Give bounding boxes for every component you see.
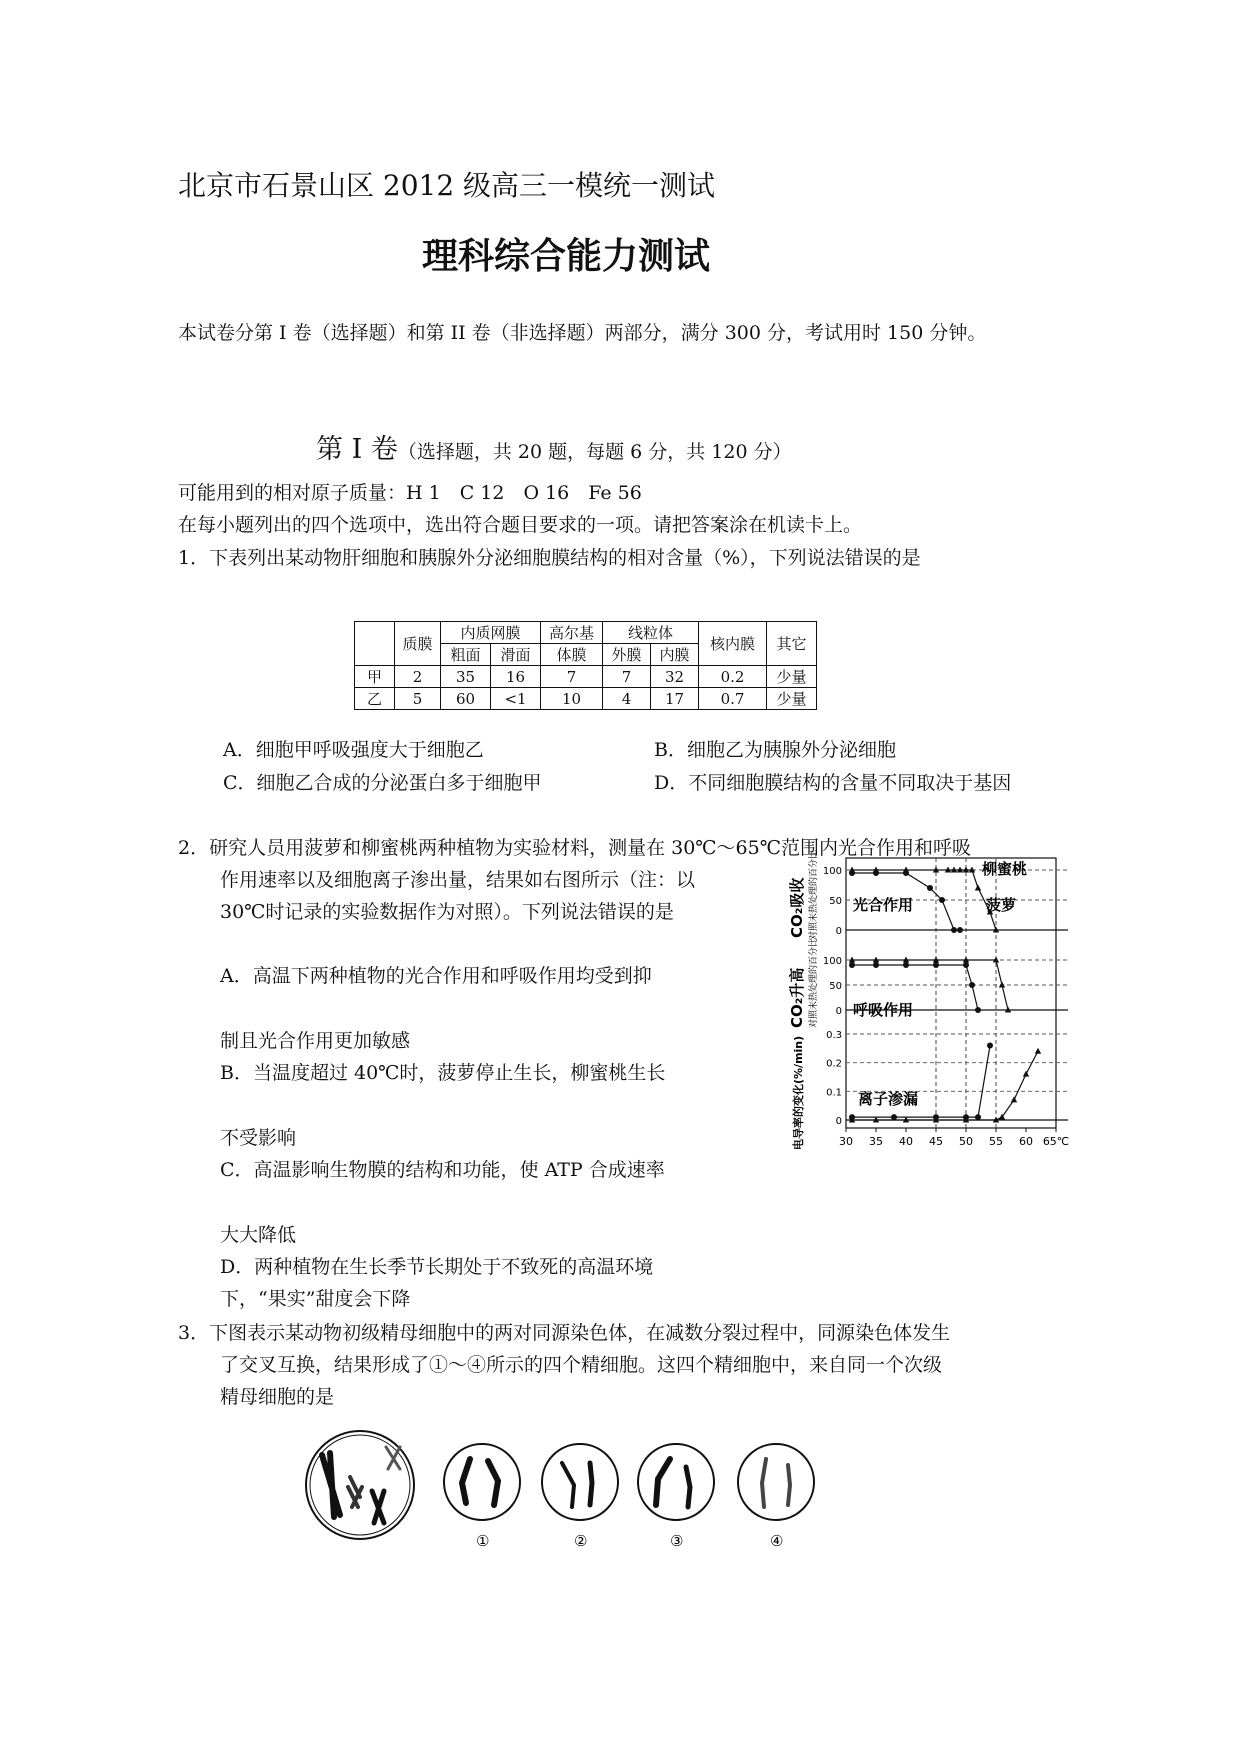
table-cell: 16 [491, 666, 541, 688]
ylabel-ion-leakage: 电导率的变化(%/min) [792, 1035, 805, 1150]
data-point-菠萝 [975, 1114, 981, 1120]
q2-option-b-line2: 不受影响 [220, 1127, 297, 1149]
data-point-菠萝 [891, 1114, 897, 1120]
table-cell: 0.2 [699, 666, 767, 688]
ylabel-respiration: CO₂升高 [788, 967, 806, 1028]
cell-label-3: ③ [670, 1532, 684, 1550]
panel-label-ion-leakage: 离子渗漏 [858, 1090, 919, 1108]
data-point-柳蜜桃 [1035, 1048, 1041, 1054]
table-cell: 10 [541, 688, 603, 710]
q1-stem: 1．下表列出某动物肝细胞和胰腺外分泌细胞膜结构的相对含量（%），下列说法错误的是 [178, 547, 921, 569]
y-tick-label: 50 [829, 981, 842, 992]
table-subheader: 滑面 [491, 644, 541, 666]
table-header: 质膜 [395, 622, 441, 666]
data-point-柳蜜桃 [1023, 1071, 1029, 1077]
section-heading [316, 427, 792, 466]
table-cell: 35 [441, 666, 491, 688]
table-subheader: 内膜 [651, 644, 699, 666]
q3-stem-line3: 精母细胞的是 [220, 1386, 335, 1408]
exam-subtitle: 北京市石景山区 2012 级高三一模统一测试 [178, 169, 716, 202]
q3-stem-line1: 3．下图表示某动物初级精母细胞中的两对同源染色体，在减数分裂过程中，同源染色体发生 [178, 1322, 951, 1344]
x-tick-label: 50 [959, 1135, 973, 1148]
table-subheader: 外膜 [603, 644, 651, 666]
table-cell: 4 [603, 688, 651, 710]
data-point-菠萝 [903, 962, 909, 968]
cell-label-1: ① [476, 1532, 490, 1550]
y-tick-label: 0 [835, 926, 842, 937]
sperm-cell-2 [542, 1444, 618, 1520]
table-cell: 7 [603, 666, 651, 688]
table-row [355, 666, 817, 688]
table-cell: 32 [651, 666, 699, 688]
table-cell: 少量 [767, 688, 817, 710]
table-cell: 2 [395, 666, 441, 688]
data-point-柳蜜桃 [1011, 1096, 1017, 1102]
q1-option-c: C．细胞乙合成的分泌蛋白多于细胞甲 [223, 772, 542, 794]
section-head: 第 I 卷 [316, 434, 398, 465]
atomic-mass-line: 可能用到的相对原子质量：H 1 C 12 O 16 Fe 56 [178, 482, 642, 504]
q1-option-d: D．不同细胞膜结构的含量不同取决于基因 [654, 772, 1012, 794]
y-tick-label: 0 [835, 1006, 842, 1017]
ylabel-respiration-sub: 对照未热处理的百分比 [809, 937, 819, 1028]
ylabel-photosynthesis: CO₂吸收 [788, 877, 806, 938]
data-point-菠萝 [927, 885, 933, 891]
table-cell: 17 [651, 688, 699, 710]
table-header: 高尔基 [541, 622, 603, 644]
table-header: 内质网膜 [441, 622, 541, 644]
table-cell: <1 [491, 688, 541, 710]
y-tick-label: 0 [835, 1116, 842, 1127]
membrane-table [354, 621, 817, 710]
q2-option-d-line2: 下，“果实”甜度会下降 [220, 1288, 411, 1310]
table-header: 核内膜 [699, 622, 767, 666]
table-cell: 7 [541, 666, 603, 688]
panel-label-respiration: 呼吸作用 [853, 1001, 914, 1019]
y-tick-label: 50 [829, 896, 842, 907]
cell-label-2: ② [574, 1532, 588, 1550]
data-point-菠萝 [969, 982, 975, 988]
data-point-菠萝 [849, 962, 855, 968]
data-point-菠萝 [987, 1042, 993, 1048]
y-tick-label: 0.3 [826, 1030, 842, 1041]
y-tick-label: 100 [822, 956, 842, 967]
table-cell: 少量 [767, 666, 817, 688]
q2-stem-line2: 作用速率以及细胞离子渗出量，结果如右图所示（注：以 [220, 869, 696, 891]
x-tick-label: 35 [869, 1135, 883, 1148]
panel-label-photosynthesis: 光合作用 [853, 896, 914, 914]
x-tick-label: 40 [899, 1135, 913, 1148]
data-point-菠萝 [873, 962, 879, 968]
q2-option-a-line2: 制且光合作用更加敏感 [220, 1030, 411, 1052]
x-tick-label: 65℃ [1042, 1135, 1070, 1148]
x-tick-label: 60 [1019, 1135, 1033, 1148]
q1-option-b: B．细胞乙为胰腺外分泌细胞 [654, 739, 896, 761]
ylabel-photosynthesis-sub: 对照未热处理的百分比 [809, 849, 819, 940]
exam-intro: 本试卷分第 I 卷（选择题）和第 II 卷（非选择题）两部分，满分 300 分，考试用时 150 分钟。 [178, 322, 987, 344]
data-point-菠萝 [975, 1007, 981, 1013]
table-row [355, 688, 817, 710]
meiosis-figure [300, 1425, 880, 1555]
y-tick-label: 100 [822, 866, 842, 877]
q1-option-a: A．细胞甲呼吸强度大于细胞乙 [223, 739, 484, 761]
q2-option-b-line1: B．当温度超过 40℃时，菠萝停止生长，柳蜜桃生长 [220, 1062, 666, 1084]
temperature-chart [790, 850, 1070, 1172]
table-header: 其它 [767, 622, 817, 666]
table-subheader: 体膜 [541, 644, 603, 666]
row-label: 乙 [355, 688, 395, 710]
data-point-柳蜜桃 [999, 982, 1005, 988]
sperm-cell-1 [444, 1444, 520, 1520]
cell-label-4: ④ [770, 1532, 784, 1550]
table-corner [355, 622, 395, 666]
table-cell: 60 [441, 688, 491, 710]
primary-spermatocyte-cell [306, 1431, 414, 1539]
q2-stem-line1: 2．研究人员用菠萝和柳蜜桃两种植物为实验材料，测量在 30℃～65℃范围内光合作用和呼吸 [178, 837, 971, 859]
data-point-菠萝 [957, 927, 963, 933]
q2-option-a-line1: A．高温下两种植物的光合作用和呼吸作用均受到抑 [220, 965, 652, 987]
table-cell: 5 [395, 688, 441, 710]
legend-peach: 柳蜜桃 [982, 860, 1028, 878]
legend-pineapple: 菠萝 [986, 896, 1017, 914]
sperm-cell-4 [738, 1444, 814, 1520]
data-point-菠萝 [963, 962, 969, 968]
x-tick-label: 30 [839, 1135, 853, 1148]
data-point-菠萝 [951, 927, 957, 933]
sperm-cell-3 [638, 1444, 714, 1520]
table-header: 线粒体 [603, 622, 699, 644]
q2-option-c-line1: C．高温影响生物膜的结构和功能，使 ATP 合成速率 [220, 1159, 665, 1181]
series-line-柳蜜桃 [852, 1051, 1038, 1120]
section-detail: （选择题，共 20 题，每题 6 分，共 120 分） [397, 441, 792, 463]
instruction-line: 在每小题列出的四个选项中，选出符合题目要求的一项。请把答案涂在机读卡上。 [178, 514, 863, 536]
q3-stem-line2: 了交叉互换，结果形成了①～④所示的四个精细胞。这四个精细胞中，来自同一个次级 [220, 1354, 943, 1376]
data-point-菠萝 [939, 897, 945, 903]
table-cell: 0.7 [699, 688, 767, 710]
q2-option-d-line1: D．两种植物在生长季节长期处于不致死的高温环境 [220, 1256, 654, 1278]
y-tick-label: 0.1 [826, 1087, 842, 1099]
data-point-菠萝 [933, 962, 939, 968]
page-title: 理科综合能力测试 [422, 235, 711, 277]
x-tick-label: 45 [929, 1135, 943, 1148]
data-point-柳蜜桃 [975, 885, 981, 891]
q2-stem-line3: 30℃时记录的实验数据作为对照）。下列说法错误的是 [220, 901, 674, 923]
table-subheader: 粗面 [441, 644, 491, 666]
q2-option-c-line2: 大大降低 [220, 1224, 297, 1246]
row-label: 甲 [355, 666, 395, 688]
x-tick-label: 55 [989, 1135, 1003, 1148]
y-tick-label: 0.2 [826, 1058, 842, 1070]
